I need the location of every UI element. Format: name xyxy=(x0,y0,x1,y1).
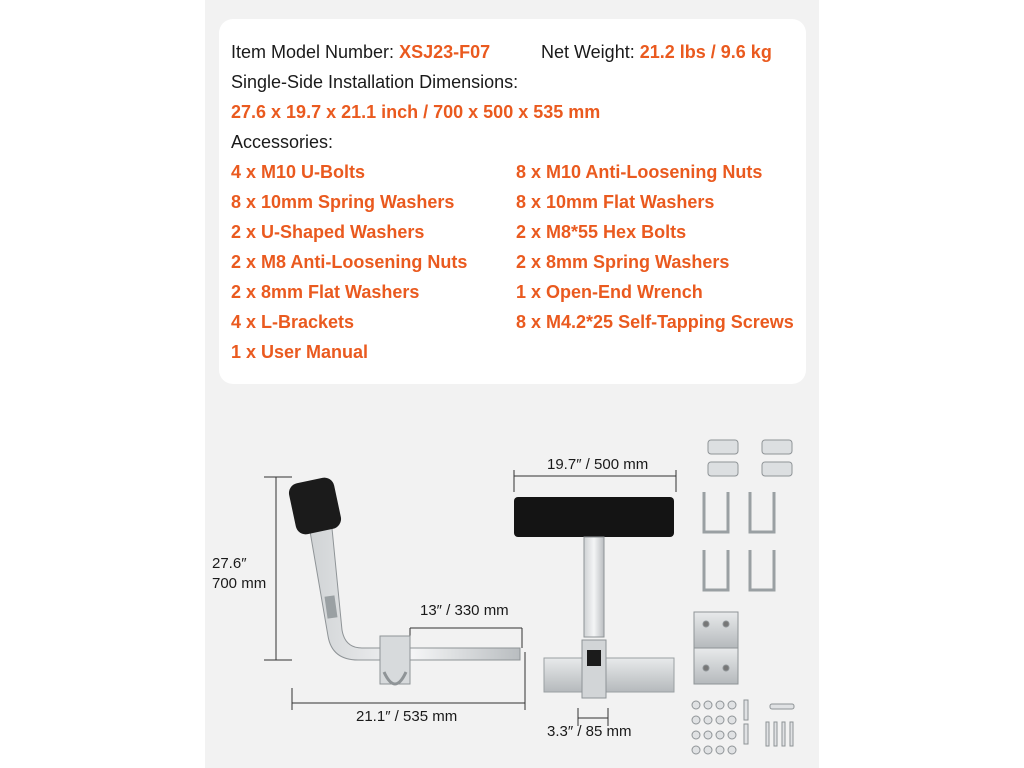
accessory-item: 1 x User Manual xyxy=(231,342,369,362)
accessory-item: 2 x 8mm Flat Washers xyxy=(231,282,420,302)
dimensions-label: Single-Side Installation Dimensions: xyxy=(231,72,519,92)
u-shaped-washers xyxy=(708,440,792,476)
accessory-item: 8 x M10 Anti-Loosening Nuts xyxy=(516,162,763,182)
arm-length-label: 13″ / 330 mm xyxy=(420,602,509,619)
weight-value: 21.2 lbs / 9.6 kg xyxy=(639,42,772,62)
depth-label: 21.1″ / 535 mm xyxy=(356,708,458,725)
accessory-item: 8 x 10mm Spring Washers xyxy=(231,192,455,212)
side-view-bracket xyxy=(287,476,520,684)
accessory-item: 2 x 8mm Spring Washers xyxy=(516,252,730,272)
u-bolts xyxy=(704,492,774,590)
l-brackets xyxy=(694,612,738,684)
accessory-item: 2 x M8*55 Hex Bolts xyxy=(516,222,687,242)
accessory-item: 8 x M4.2*25 Self-Tapping Screws xyxy=(516,312,794,332)
accessory-item: 4 x L-Brackets xyxy=(231,312,355,332)
front-view-bracket xyxy=(514,497,674,698)
pad-width-label: 19.7″ / 500 mm xyxy=(547,456,649,473)
dimensions-value: 27.6 x 19.7 x 21.1 inch / 700 x 500 x 535 mm xyxy=(231,102,601,122)
accessory-item: 2 x U-Shaped Washers xyxy=(231,222,425,242)
accessories-label: Accessories: xyxy=(231,132,334,152)
beam-width-label: 3.3″ / 85 mm xyxy=(547,723,632,740)
weight-label: Net Weight: xyxy=(541,42,635,62)
accessory-item: 2 x M8 Anti-Loosening Nuts xyxy=(231,252,468,272)
accessory-item: 4 x M10 U-Bolts xyxy=(231,162,366,182)
accessory-item: 8 x 10mm Flat Washers xyxy=(516,192,715,212)
model-label: Item Model Number: xyxy=(231,42,395,62)
accessory-item: 1 x Open-End Wrench xyxy=(516,282,703,302)
small-hardware xyxy=(692,700,794,754)
height-mm-label: 700 mm xyxy=(212,575,267,592)
height-inch-label: 27.6″ xyxy=(212,555,247,572)
model-value: XSJ23-F07 xyxy=(399,42,491,62)
